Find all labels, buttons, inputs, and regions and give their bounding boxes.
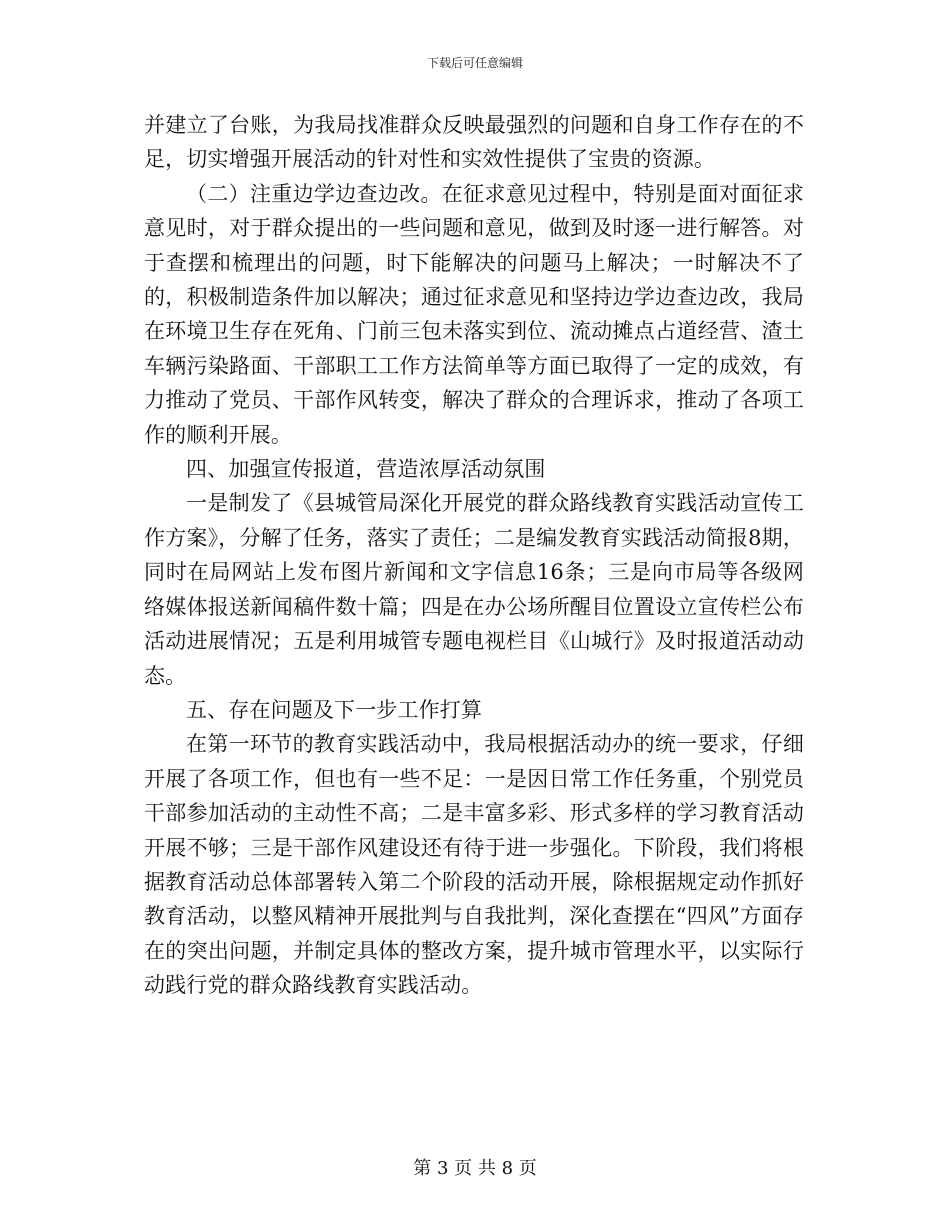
page-header-note: 下载后可任意编辑 bbox=[426, 56, 523, 70]
paragraph-section-2: （二）注重边学边查边改。在征求意见过程中，特别是面对面征求意见时，对于群众提出的一些问题和意见，做到及时逐一进行解答。对于查摆和梳理出的问题，时下能解决的问题马上解决；一时解决不了的，积极制造条件加以解决；通过征求意见和坚持边学边查边改，我局在环境卫生存在死角、门前三包未落实到位、流动摊点占道经营、渣土车辆污染路面、干部职工工作方法简单等方面已取得了一定的成效，有力推动了党员、干部作风转变，解决了群众的合理诉求，推动了各项工作的顺利开展。 bbox=[144, 181, 804, 447]
section-heading-5: 五、存在问题及下一步工作打算 bbox=[186, 697, 483, 722]
paragraph-problems-next-steps: 在第一环节的教育实践活动中，我局根据活动办的统一要求，仔细开展了各项工作，但也有一些不足：一是因日常工作任务重，个别党员干部参加活动的主动性不高；二是丰富多彩、形式多样的学习教育活动开展不够；三是干部作风建设还有待于进一步强化。下阶段，我们将根据教育活动总体部署转入第二个阶段的活动开展，除根据规定动作抓好教育活动，以整风精神开展批判与自我批判，深化查摆在“四风”方面存在的突出问题，并制定具体的整改方案，提升城市管理水平，以实际行动践行党的群众路线教育实践活动。 bbox=[144, 732, 804, 998]
section-heading-4: 四、加强宣传报道，营造浓厚活动氛围 bbox=[186, 457, 546, 482]
paragraph-continuation: 并建立了台账，为我局找准群众反映最强烈的问题和自身工作存在的不足，切实增强开展活动的针对性和实效性提供了宝贵的资源。 bbox=[144, 113, 804, 172]
document-body bbox=[144, 108, 804, 1003]
paragraph-publicity: 一是制发了《县城管局深化开展党的群众路线教育实践活动宣传工作方案》，分解了任务，落实了责任；二是编发教育实践活动简报8期，同时在局网站上发布图片新闻和文字信息16条；三是向市局等各级网络媒体报送新闻稿件数十篇；四是在办公场所醒目位置设立宣传栏公布活动进展情况；五是利用城管专题电视栏目《山城行》及时报道活动动态。 bbox=[144, 491, 804, 688]
page-number-footer: 第 3 页 共 8 页 bbox=[413, 1158, 537, 1179]
